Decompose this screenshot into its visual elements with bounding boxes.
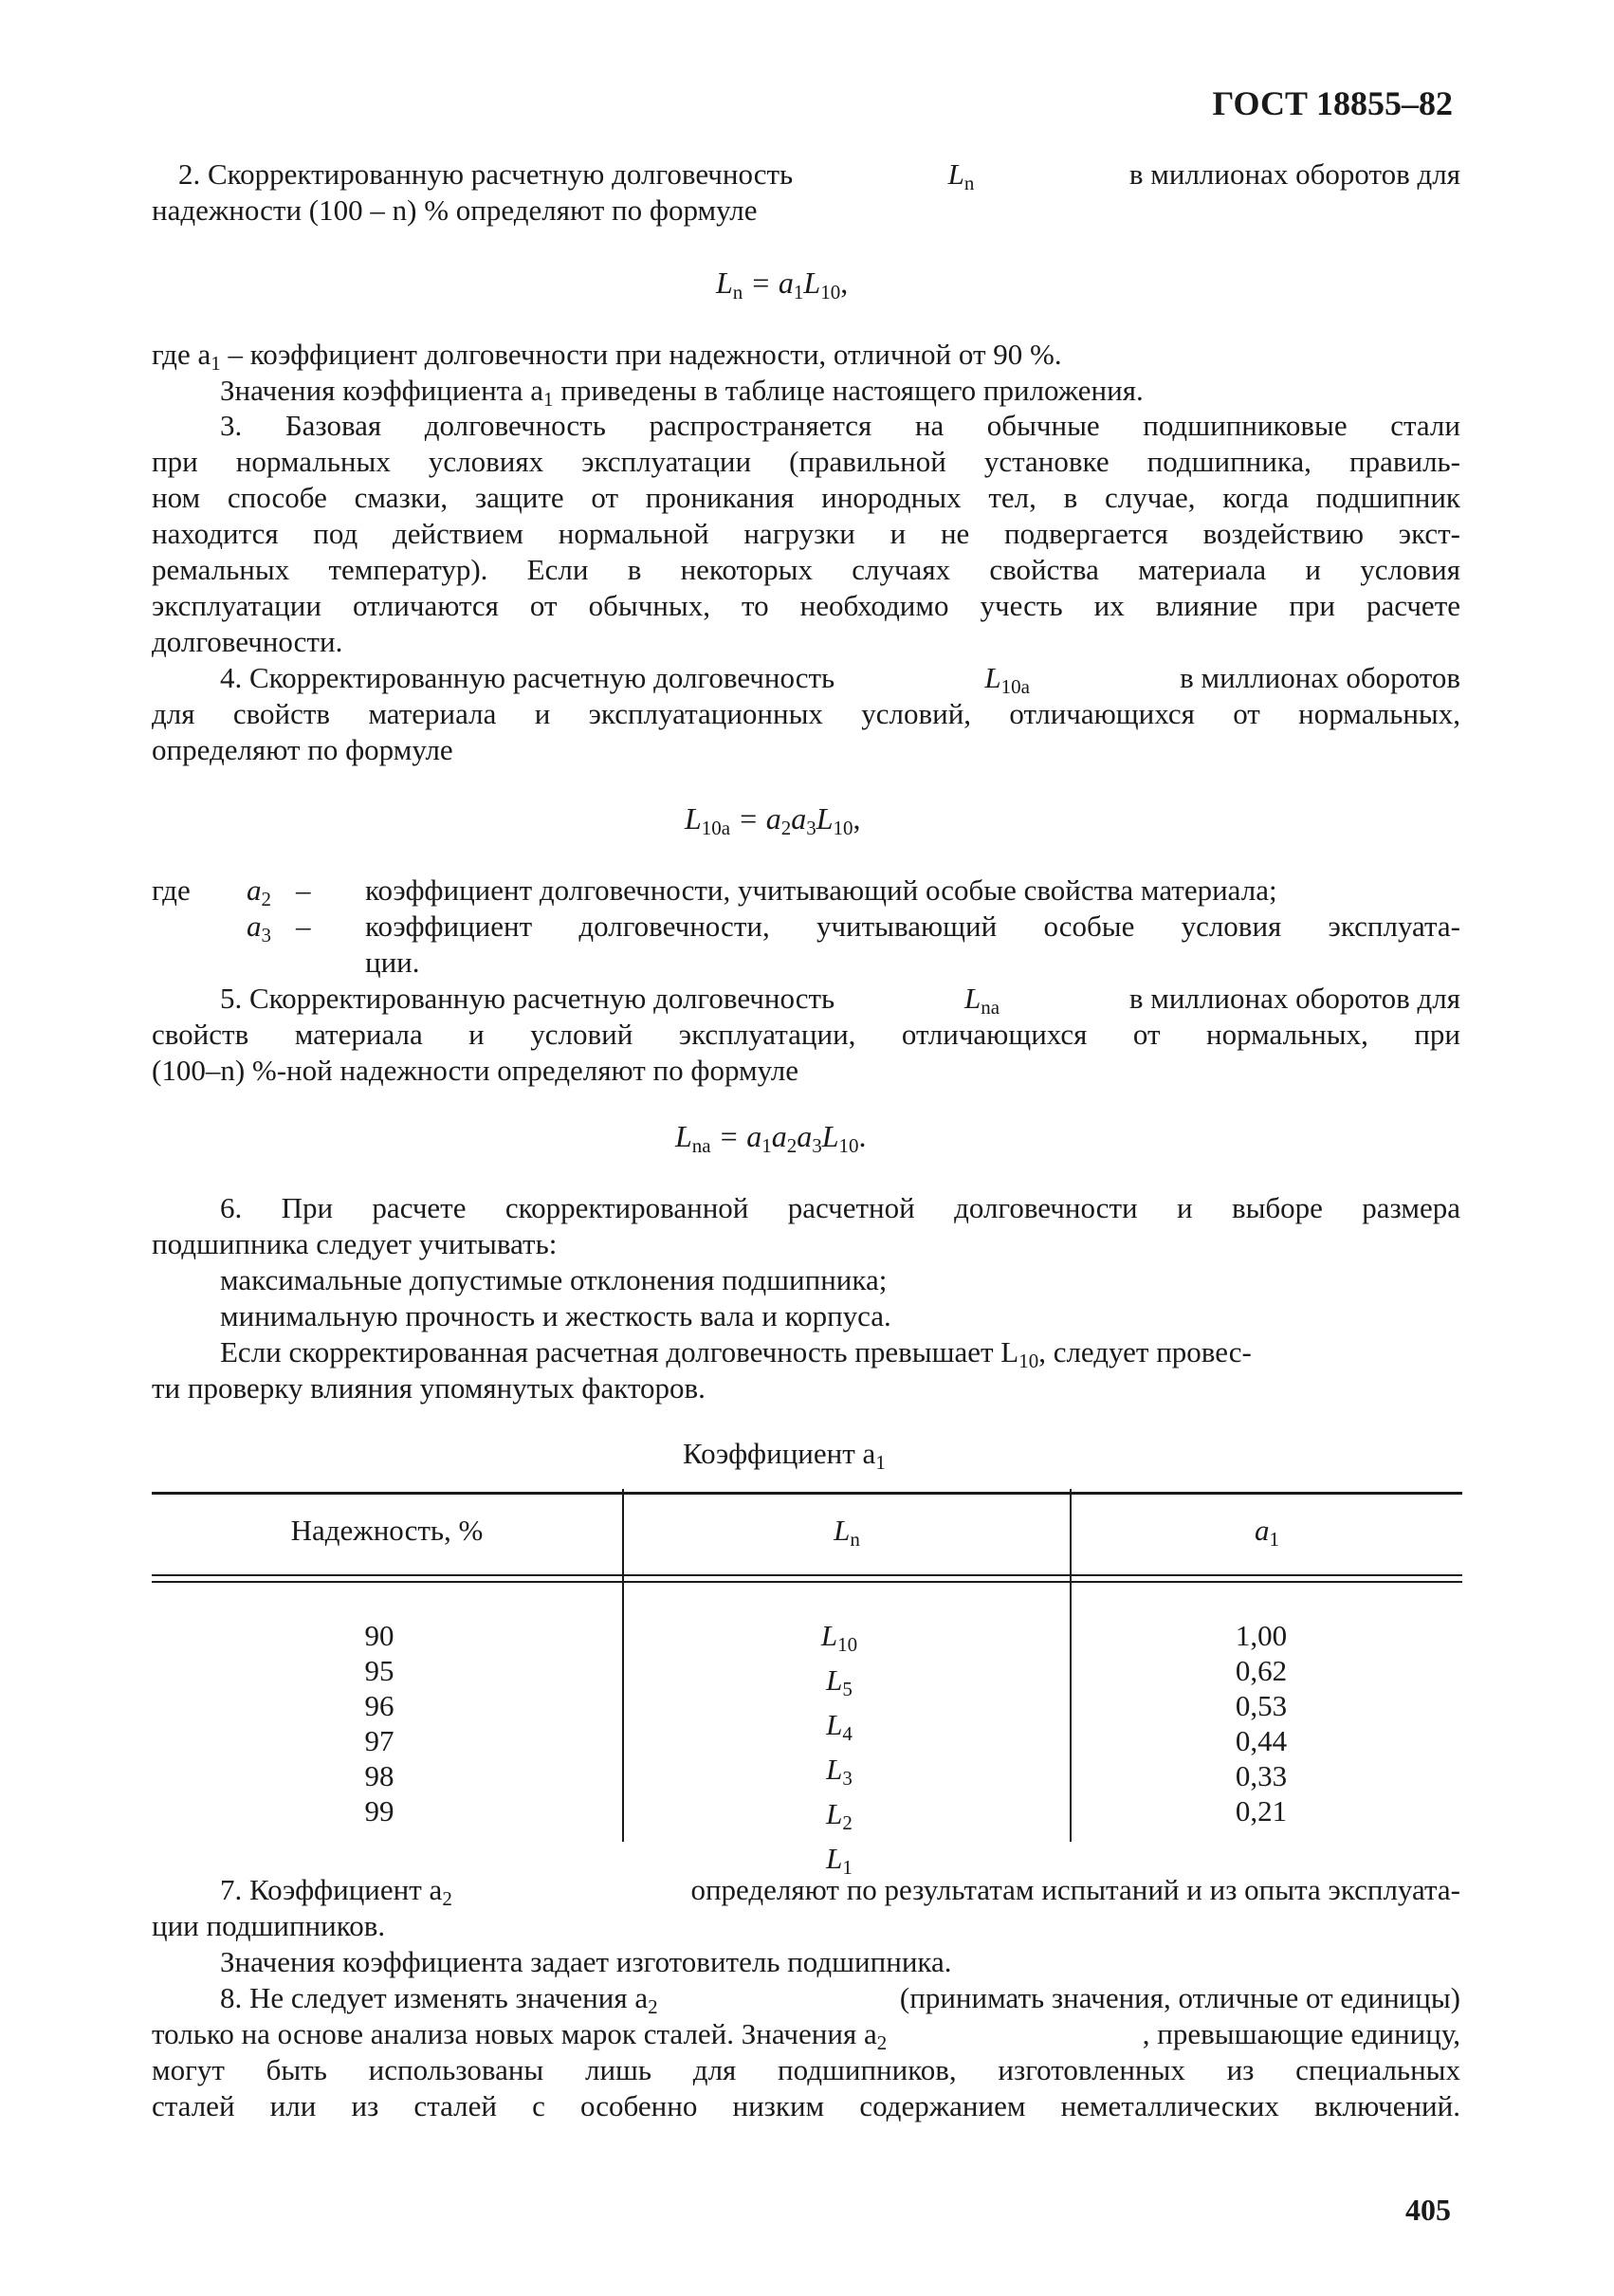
p4-where-a2-dash: – <box>296 873 311 907</box>
table-cell: 90 <box>364 1619 394 1652</box>
p5-line1: 5. Скорректированную расчетную долговечность $L_{na}$ в миллионах оборотов для <box>220 982 1460 1019</box>
p5-line2: свойств материала и условий эксплуатации, отличающихся от нормальных, при <box>152 1018 1460 1051</box>
p4-where-a2-text: коэффициент долговечности, учитывающий особые свойства материала; <box>365 873 1277 907</box>
table-cell: 0,53 <box>1235 1689 1288 1722</box>
p4-line1: 4. Скорректированную расчетную долговечность $L_{10a}$ в миллионах оборотов <box>220 661 1460 698</box>
p6-line6: ти проверку влияния упомянутых факторов. <box>152 1371 706 1405</box>
formula-lna: $L_{na} = a_1a_2a_3L_{10}$. <box>675 1119 867 1157</box>
p4-line3: определяют по формуле <box>152 733 453 766</box>
p2-where-line2: Значения коэффициента $a_1$ приведены в таблице настоящего приложения. <box>220 374 1144 411</box>
p3-line-2: при нормальных условиях эксплуатации (правильной установке подшипника, правиль- <box>152 445 1460 478</box>
p4-where-a3-text2: ции. <box>365 946 420 979</box>
p3-line-3: ном способе смазки, защите от проникания инородных тел, в случае, когда подшипник <box>152 481 1460 514</box>
table-cell: 96 <box>364 1689 394 1722</box>
table-cell: 1,00 <box>1235 1619 1288 1652</box>
table-cell: 0,33 <box>1235 1759 1288 1792</box>
p4-where-word: где <box>152 873 191 907</box>
table-cell: 98 <box>364 1759 394 1792</box>
p4-line2: для свойств материала и эксплуатационных условий, отличающихся от нормальных, <box>152 697 1460 730</box>
table-cell: 97 <box>364 1724 394 1757</box>
p4-where-a3-text: коэффициент долговечности, учитывающий особые условия эксплуата- <box>365 909 1460 943</box>
table-col-reliability <box>341 1618 417 1828</box>
p3-line-6: эксплуатации отличаются от обычных, то необходимо учесть их влияние при расчете <box>152 589 1460 622</box>
formula-ln: $L_n = a_1L_{10}$, <box>716 266 849 303</box>
table-header-ln: $L_n$ <box>834 1514 860 1551</box>
p2-line1: 2. Скорректированную расчетную долговечность $L_n$ в миллионах оборотов для <box>178 157 1460 194</box>
p5-line3: (100–n) %-ной надежности определяют по формуле <box>152 1054 798 1087</box>
p2-line2: надежности (100 – n) % определяют по формуле <box>152 193 758 227</box>
p8-line3: могут быть использованы лишь для подшипников, изготовленных из специальных <box>152 2053 1460 2086</box>
p4-where-a3: $a_3$ <box>247 909 271 946</box>
p2-where-line1: где $a_1$ – коэффициент долговечности при надежности, отличной от 90 %. <box>152 338 1062 375</box>
table-cell: $L_5$ <box>826 1663 853 1700</box>
p8-line2: только на основе анализа новых марок сталей. Значения $a_2$ , превышающие единицу, <box>152 2017 1460 2054</box>
table-header-rule-2 <box>152 1581 1462 1583</box>
table-cell: 0,44 <box>1235 1724 1288 1757</box>
p3-line-4: находится под действием нормальной нагрузки и не подвергается воздействию экст- <box>152 517 1460 550</box>
p7-line2: ции подшипников. <box>152 1909 386 1942</box>
p6-line3: максимальные допустимые отклонения подшипника; <box>220 1263 888 1296</box>
table-col-l <box>797 1618 882 1885</box>
formula-l10a: $L_{10a} = a_2a_3L_{10}$, <box>685 801 861 839</box>
table-cell: $L_2$ <box>826 1797 853 1834</box>
table-cell: 99 <box>364 1794 394 1828</box>
table-caption: Коэффициент $a_1$ <box>683 1437 886 1474</box>
p8-line1: 8. Не следует изменять значения $a_2$ (принимать значения, отличные от единицы) <box>220 1981 1460 2018</box>
p4-where-a2: $a_2$ <box>247 873 271 910</box>
p6-line2: подшипника следует учитывать: <box>152 1227 558 1260</box>
document-header: ГОСТ 18855–82 <box>1212 84 1453 122</box>
table-col-a1 <box>1204 1618 1318 1828</box>
p7-line1: 7. Коэффициент $a_2$ определяют по результатам испытаний и из опыта эксплуата- <box>220 1873 1460 1910</box>
table-cell: $L_3$ <box>826 1753 853 1790</box>
table-header-reliability: Надежность, % <box>290 1514 484 1547</box>
table-cell: 0,21 <box>1235 1794 1288 1828</box>
table-cell: $L_4$ <box>826 1708 853 1745</box>
table-header-rule-1 <box>152 1574 1462 1576</box>
p8-line4: сталей или из сталей с особенно низким содержанием неметаллических включений. <box>152 2089 1460 2122</box>
table-cell: $L_1$ <box>826 1842 853 1879</box>
p7-line3: Значения коэффициента задает изготовитель подшипника. <box>220 1945 952 1978</box>
table-header-a1: $a_1$ <box>1255 1514 1279 1551</box>
table-cell: 0,62 <box>1235 1654 1288 1687</box>
p3-line-5: ремальных температур). Если в некоторых случаях свойства материала и условия <box>152 553 1460 586</box>
table-cell: $L_{10}$ <box>820 1619 858 1656</box>
p3-line-7: долговечности. <box>152 625 343 658</box>
p4-where-a3-dash: – <box>296 909 311 943</box>
table-top-rule <box>152 1492 1462 1495</box>
p3-line-1: 3. Базовая долговечность распространяется на обычные подшипниковые стали <box>220 409 1460 442</box>
p6-line4: минимальную прочность и жесткость вала и корпуса. <box>220 1299 891 1332</box>
page-number: 405 <box>1405 2193 1451 2227</box>
p6-line5: Если скорректированная расчетная долговечность превышает $L_{10}$, следует провес- <box>220 1335 1252 1372</box>
table-cell: 95 <box>364 1654 394 1687</box>
p6-line1: 6. При расчете скорректированной расчетной долговечности и выборе размера <box>220 1191 1460 1224</box>
